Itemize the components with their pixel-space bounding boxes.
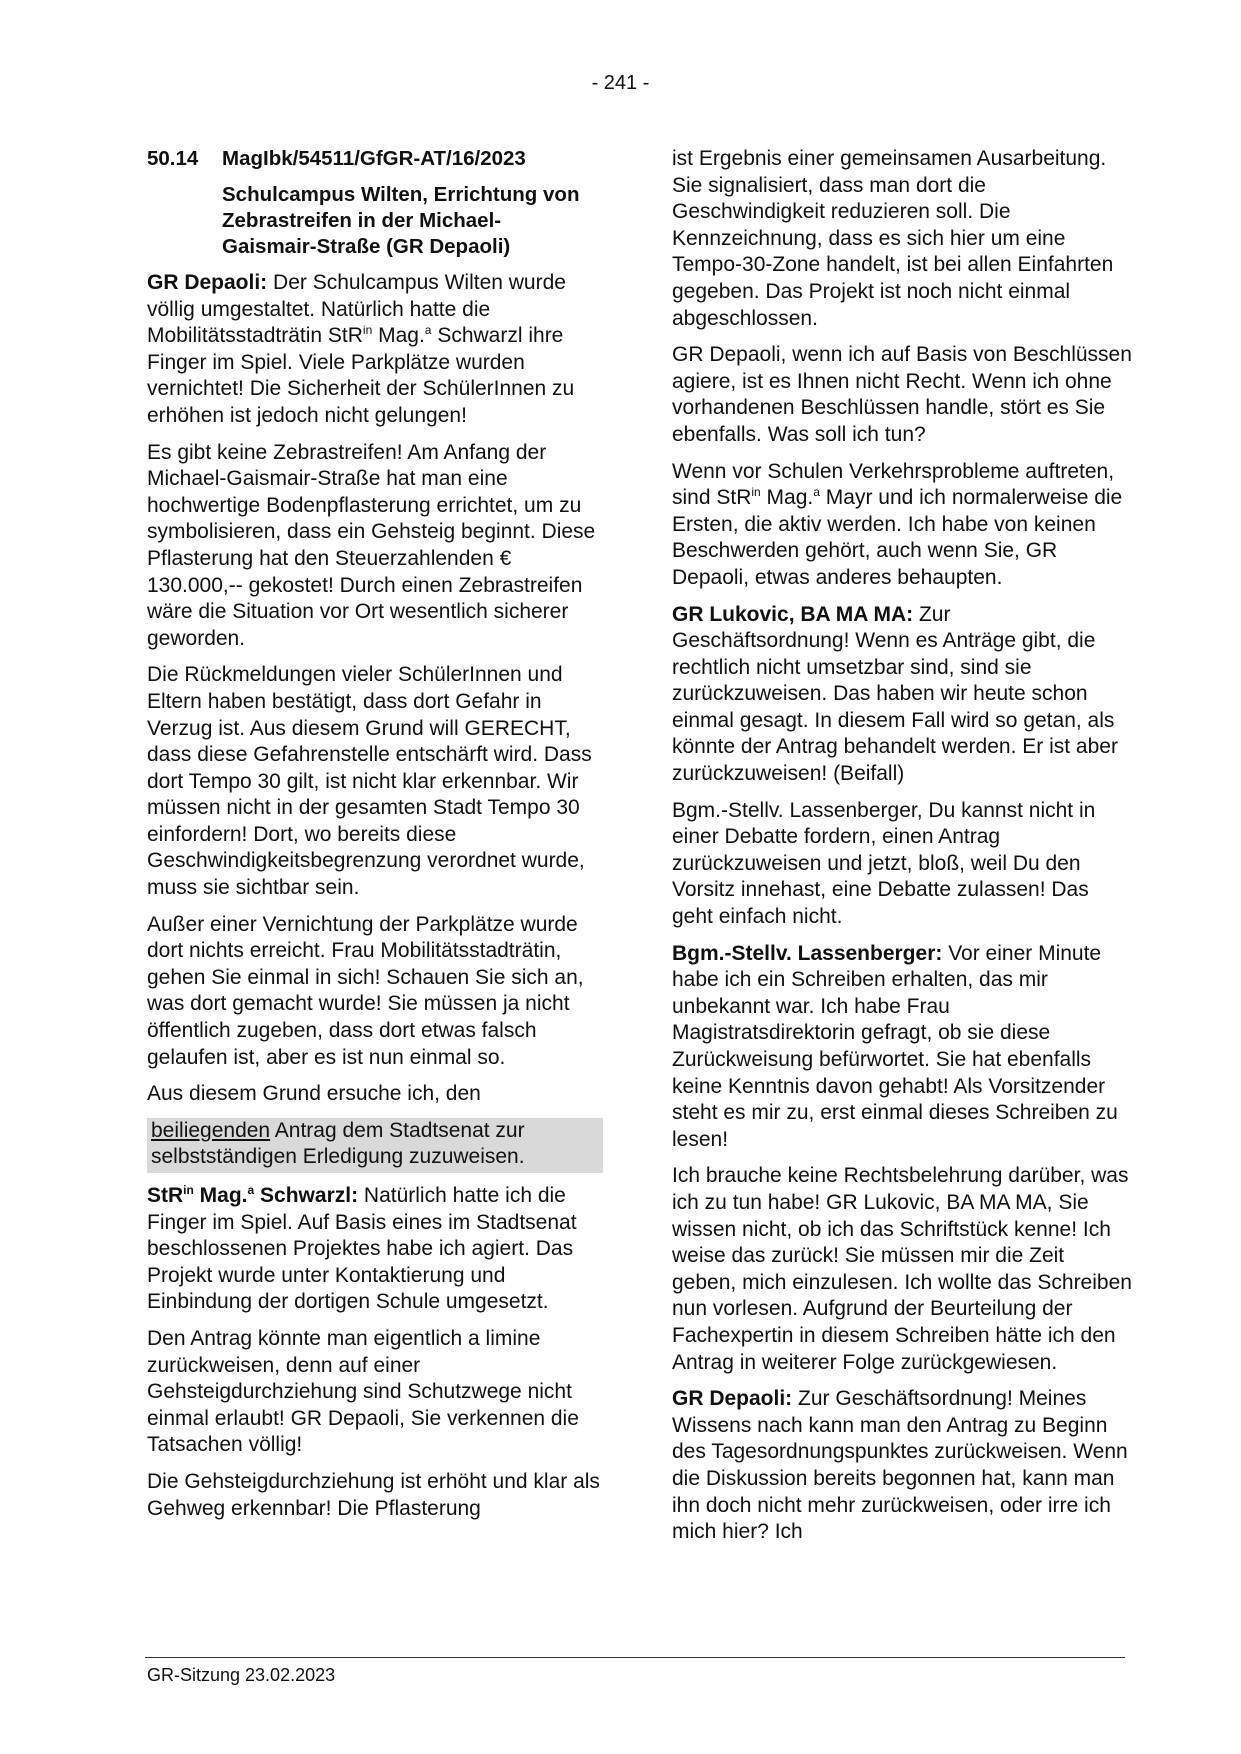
paragraph: Die Rückmeldungen vieler SchülerInnen und Eltern haben bestätigt, dass dort Gefahr in Verzug ist. Aus diesem Grund will GERECHT, dass diese Gefahrenstelle entschärft wird. Dass dort Tempo 30 gilt, ist nicht klar erkennbar. Wir müssen nicht in der gesamten Stadt Tempo 30 einfordern! Dort, wo bereits diese Geschwindigkeitsbegrenzung verordnet wurde, muss sie sichtbar sein. xyxy=(147,663,592,900)
speaker-name-part: Mag. xyxy=(193,1184,248,1207)
paragraph-text: Mag. xyxy=(372,324,425,348)
page-number: - 241 - xyxy=(591,72,650,94)
paragraph: GR Depaoli, wenn ich auf Basis von Beschlüssen agiere, ist es Ihnen nicht Recht. Wenn ich ohne vorhandenen Beschlüssen handle, stört es Sie ebenfalls. Was soll ich tun? xyxy=(672,343,1132,446)
agenda-reference: MagIbk/54511/GfGR-AT/16/2023 xyxy=(222,147,526,170)
paragraph: Die Gehsteigdurchziehung ist erhöht und klar als Gehweg erkennbar! Die Pflasterung xyxy=(147,1469,600,1520)
paragraph: Ich brauche keine Rechtsbelehrung darüber, was ich zu tun habe! GR Lukovic, BA MA MA, Sie wissen nicht, ob ich das Schriftstück kenne! Ich weise das zurück! Sie müssen mir die Zeit geben, mich einzulesen. Ich wollte das Schreiben nun vorlesen. Aufgrund der Beurteilung der Fachexpertin in diesem Schreiben hätte ich den Antrag in weiterer Folge zurückgewiesen. xyxy=(672,1164,1132,1374)
agenda-number: 50.14 xyxy=(147,147,199,170)
paragraph: ist Ergebnis einer gemeinsamen Ausarbeitung. Sie signalisiert, dass man dort die Geschwindigkeit reduzieren soll. Die Kennzeichnung, dass es sich hier um eine Tempo-30-Zone handelt, ist bei allen Einfahrten gegeben. Das Projekt ist noch nicht einmal abgeschlossen. xyxy=(672,147,1114,330)
paragraph: Den Antrag könnte man eigentlich a limine zurückweisen, denn auf einer Gehsteigdurchziehung sind Schutzwege nicht einmal erlaubt! GR Depaoli, Sie verkennen die Tatsachen völlig! xyxy=(147,1326,579,1457)
paragraph-text: Zur Geschäftsordnung! Meines Wissens nach kann man den Antrag zu Beginn des Tagesordnungspunktes zurückweisen. Wenn die Diskussion bereits begonnen hat, kann man ihn doch nicht mehr zurückweisen, oder irre ich mich hier? Ich xyxy=(672,1387,1128,1544)
superscript: in xyxy=(183,1183,194,1197)
paragraph: Außer einer Vernichtung der Parkplätze wurde dort nichts erreicht. Frau Mobilitätsstadträtin, gehen Sie einmal in sich! Schauen Sie sich an, was dort gemacht wurde! Sie müssen ja nicht öffentlich zugeben, dass dort etwas falsch gelaufen ist, aber es ist nun einmal so. xyxy=(147,912,584,1069)
paragraph xyxy=(672,459,1132,592)
paragraph xyxy=(672,602,1132,788)
superscript: a xyxy=(424,323,432,338)
speaker-name-part: Schwarzl: xyxy=(254,1184,359,1207)
superscript: a xyxy=(813,485,820,500)
agenda-heading xyxy=(147,146,603,172)
superscript: in xyxy=(362,323,373,338)
underlined-word: beiliegenden xyxy=(151,1118,271,1142)
footer-divider xyxy=(145,1657,1125,1658)
superscript: a xyxy=(247,1183,255,1197)
paragraph xyxy=(672,1386,1132,1546)
paragraph-text: Wenn vor Schulen Verkehrsprobleme auftreten, sind StR xyxy=(672,459,1115,510)
right-column xyxy=(672,146,1132,1556)
speaker-name: GR Depaoli: xyxy=(147,271,268,294)
paragraph xyxy=(147,270,603,430)
paragraph-text: Schwarzl ihre Finger im Spiel. Viele Parkplätze wurden vernichtet! Die Sicherheit der SchülerInnen zu erhöhen ist jedoch nicht gelungen! xyxy=(147,324,575,427)
agenda-title: Schulcampus Wilten, Errichtung von Zebrastreifen in der Michael-Gaismair-Straße (GR Depaoli) xyxy=(222,183,580,258)
paragraph-text: Natürlich hatte ich die Finger im Spiel. Auf Basis eines im Stadtsenat beschlossenen Projektes habe ich agiert. Das Projekt wurde unter Kontaktierung und Einbindung der dortigen Schule umgesetzt. xyxy=(147,1184,577,1314)
paragraph: Es gibt keine Zebrastreifen! Am Anfang der Michael-Gaismair-Straße hat man eine hochwertige Bodenpflasterung errichtet, um zu symbolisieren, dass ein Gehsteig beginnt. Diese Pflasterung hat den Steuerzahlenden € 130.000,-- gekostet! Durch einen Zebrastreifen wäre die Situation vor Ort wesentlich sicherer geworden. xyxy=(147,440,596,650)
paragraph-text: Antrag dem Stadtsenat zur selbstständigen Erledigung zuzuweisen. xyxy=(151,1118,525,1169)
paragraph: Aus diesem Grund ersuche ich, den xyxy=(147,1082,481,1106)
paragraph xyxy=(672,941,1132,1154)
superscript: in xyxy=(751,485,761,500)
paragraph-text: Mayr und ich normalerweise die Ersten, die aktiv werden. Ich habe von keinen Beschwerden gehört, auch wenn Sie, GR Depaoli, etwas anderes behaupten. xyxy=(672,486,1123,589)
paragraph-text: Der Schulcampus Wilten wurde völlig umgestaltet. Natürlich hatte die Mobilitätsstadträtin StR xyxy=(147,271,566,348)
highlighted-motion-text xyxy=(147,1118,603,1173)
speaker-name: GR Lukovic, BA MA MA: xyxy=(672,602,914,626)
paragraph-text: Zur Geschäftsordnung! Wenn es Anträge gibt, die rechtlich nicht umsetzbar sind, sind sie zurückzuweisen. Das haben wir heute schon einmal gesagt. In diesem Fall wird so getan, als könnte der Antrag behandelt werden. Er ist aber zurückzuweisen! (Beifall) xyxy=(672,602,1118,786)
paragraph: Bgm.-Stellv. Lassenberger, Du kannst nicht in einer Debatte fordern, einen Antrag zurückzuweisen und jetzt, bloß, weil Du den Vorsitz innehast, eine Debatte zulassen! Das geht einfach nicht. xyxy=(672,798,1096,929)
speaker-name-part: StR xyxy=(147,1184,184,1207)
paragraph-text: Vor einer Minute habe ich ein Schreiben erhalten, das mir unbekannt war. Ich habe Frau Magistratsdirektorin gefragt, ob sie diese Zurückweisung befürwortet. Sie hat ebenfalls keine Kenntnis davon gehabt! Als Vorsitzender steht es mir zu, erst einmal dieses Schreiben zu lesen! xyxy=(672,941,1118,1151)
paragraph-text: Mag. xyxy=(760,486,814,510)
speaker-name xyxy=(147,1184,358,1207)
paragraph xyxy=(147,1183,603,1316)
speaker-name: GR Depaoli: xyxy=(672,1387,793,1411)
speaker-name: Bgm.-Stellv. Lassenberger: xyxy=(672,941,943,965)
left-column xyxy=(147,146,603,1532)
footer-session-date: GR-Sitzung 23.02.2023 xyxy=(147,1665,336,1685)
